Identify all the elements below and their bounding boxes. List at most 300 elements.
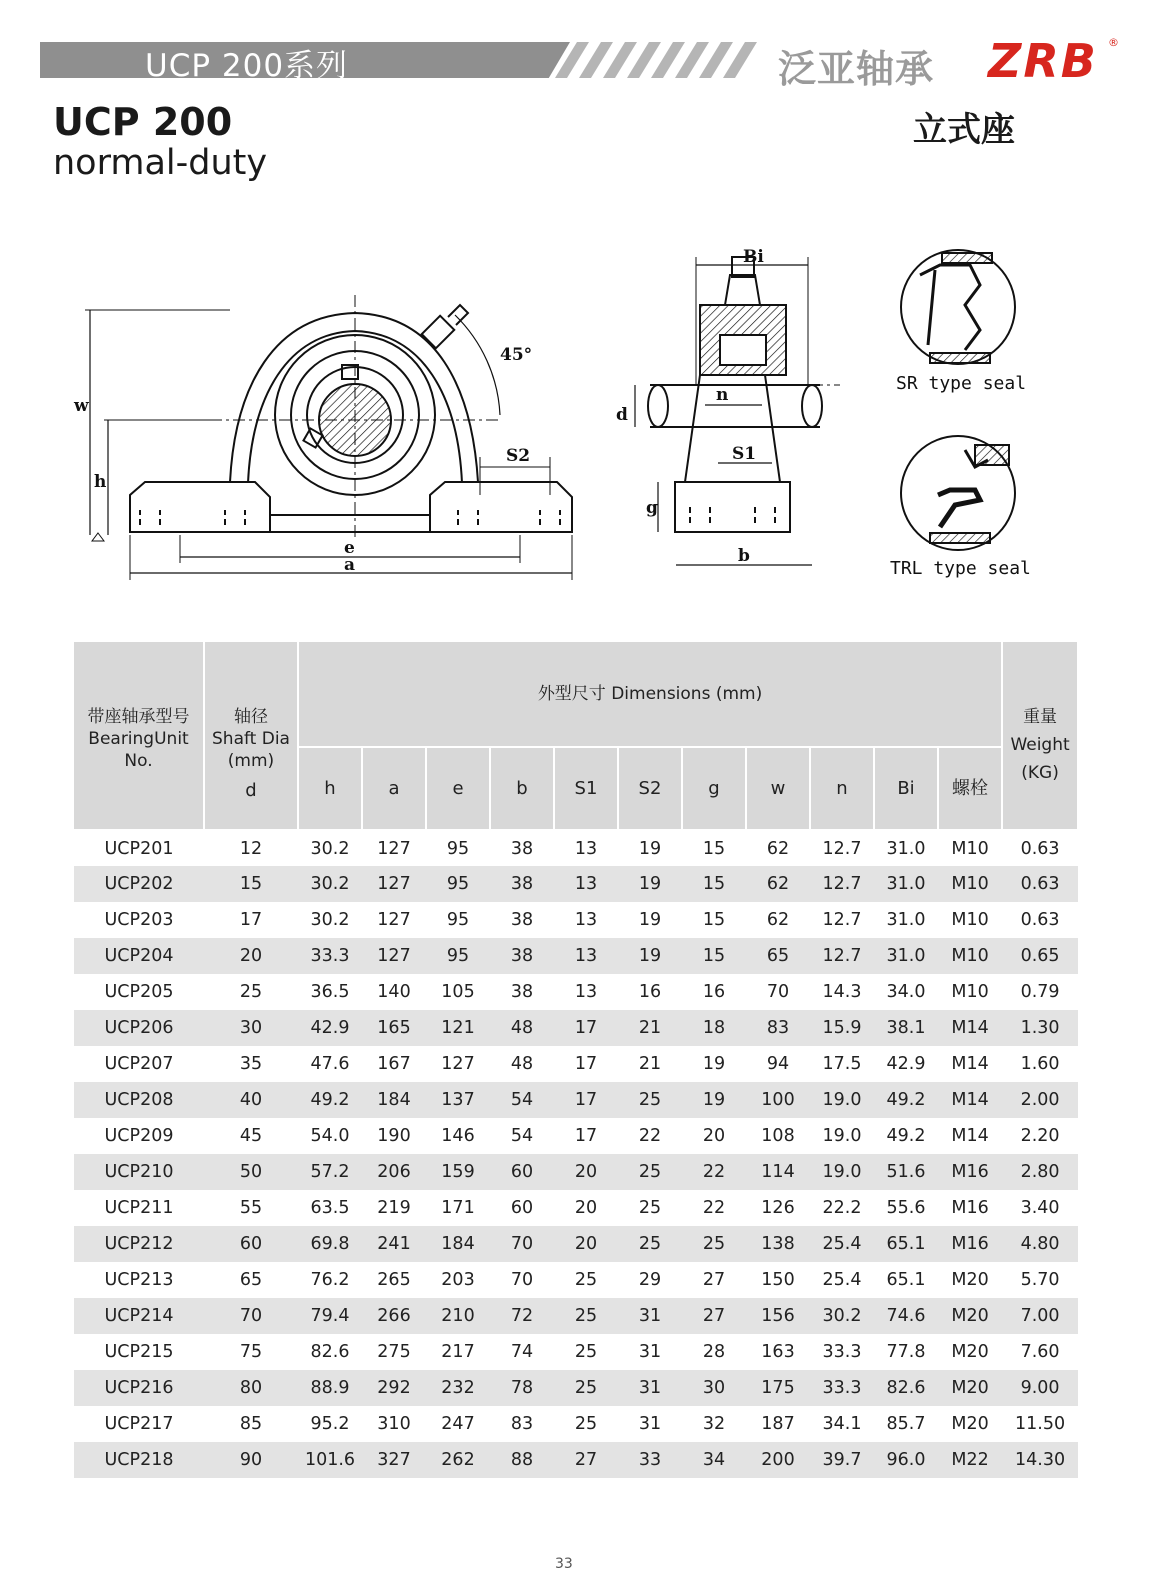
table-cell: 54	[490, 1082, 554, 1118]
table-cell: 0.65	[1002, 938, 1078, 974]
table-row	[74, 1298, 1078, 1334]
table-cell: 262	[426, 1442, 490, 1478]
table-cell: 30.2	[810, 1298, 874, 1334]
table-cell: 85	[239, 1414, 263, 1434]
table-cell: 77.8	[886, 1342, 926, 1362]
table-cell: 51.6	[874, 1154, 938, 1190]
table-cell: 70	[510, 1270, 534, 1290]
table-cell: 35	[239, 1054, 263, 1074]
table-row	[74, 1010, 1078, 1046]
table-cell: 30.2	[310, 910, 350, 930]
table-cell: 105	[441, 982, 475, 1002]
table-cell: 28	[702, 1342, 726, 1362]
model-cell: UCP213	[104, 1270, 174, 1290]
table-body	[74, 830, 1078, 1478]
table-cell: 16	[638, 982, 662, 1002]
table-cell: 25	[618, 1082, 682, 1118]
table-cell: 38	[510, 982, 534, 1002]
table-cell: 33.3	[822, 1342, 862, 1362]
table-cell: 25	[682, 1226, 746, 1262]
table-cell: 20	[204, 938, 298, 974]
table-cell: 25	[574, 1342, 598, 1362]
col-bolt: 螺栓	[938, 747, 1002, 830]
table-cell: 96.0	[874, 1442, 938, 1478]
table-cell: 55.6	[886, 1198, 926, 1218]
table-cell: 247	[441, 1414, 475, 1434]
col-b: b	[490, 747, 554, 830]
table-cell: 101.6	[298, 1442, 362, 1478]
table-cell: 38	[490, 866, 554, 902]
table-cell: 32	[702, 1414, 726, 1434]
header-shaft-en: Shaft Dia	[212, 729, 290, 749]
table-cell: 27	[682, 1298, 746, 1334]
table-cell: M14	[938, 1082, 1002, 1118]
table-cell: 95	[446, 838, 470, 859]
table-cell: 137	[426, 1082, 490, 1118]
col-n: n	[810, 747, 874, 830]
series-title: UCP 200系列	[145, 48, 349, 84]
table-cell: 25	[554, 1298, 618, 1334]
table-cell: 0.79	[1020, 982, 1060, 1002]
table-cell: 20	[554, 1226, 618, 1262]
table-cell: 146	[441, 1126, 475, 1146]
header-shaft-sym: d	[245, 780, 257, 801]
table-cell: M14	[951, 1126, 989, 1146]
table-cell: 138	[746, 1226, 810, 1262]
table-cell: 83	[510, 1414, 534, 1434]
col-g: g	[682, 747, 746, 830]
table-cell: 31	[618, 1370, 682, 1406]
dim-label-b: b	[738, 546, 750, 566]
table-cell: 114	[746, 1154, 810, 1190]
table-row	[74, 1442, 1078, 1478]
dim-label-d: d	[616, 405, 628, 425]
table-cell: 39.7	[810, 1442, 874, 1478]
table-cell: 15	[204, 866, 298, 902]
table-cell: 13	[574, 982, 598, 1002]
header-weight	[1002, 642, 1078, 830]
table-cell: 184	[362, 1082, 426, 1118]
table-cell: 34.0	[886, 982, 926, 1002]
table-row	[74, 1406, 1078, 1442]
table-cell: 19.0	[822, 1126, 862, 1146]
table-cell: 31	[638, 1414, 662, 1434]
table-cell: 62	[766, 838, 790, 859]
housing-type-cn: 立式座	[913, 110, 1015, 150]
table-cell: 121	[426, 1010, 490, 1046]
table-cell: 19	[638, 910, 662, 930]
header-dimensions: 外型尺寸 Dimensions (mm)	[298, 642, 1002, 747]
table-cell: 49.2	[886, 1126, 926, 1146]
table-cell: M16	[951, 1198, 989, 1218]
table-cell: 65.1	[886, 1270, 926, 1290]
table-cell: 30.2	[298, 866, 362, 902]
table-cell: 7.60	[1020, 1342, 1060, 1362]
table-cell: 31	[638, 1342, 662, 1362]
table-cell: 13	[554, 866, 618, 902]
table-cell: 60	[490, 1154, 554, 1190]
table-cell: 17	[574, 1054, 598, 1074]
table-cell: M14	[951, 1054, 989, 1074]
header-model-en: BearingUnit	[88, 729, 189, 749]
table-cell: 127	[441, 1054, 475, 1074]
table-cell: M22	[938, 1442, 1002, 1478]
dim-label-bi: Bi	[743, 247, 764, 267]
table-cell: 150	[761, 1270, 795, 1290]
table-cell: 13	[574, 910, 598, 930]
table-cell: 206	[362, 1154, 426, 1190]
table-cell: 0.63	[1020, 838, 1060, 859]
table-cell: 55	[239, 1198, 263, 1218]
table-row	[74, 1154, 1078, 1190]
table-cell: 27	[554, 1442, 618, 1478]
table-cell: 40	[204, 1082, 298, 1118]
table-cell: 25.4	[810, 1226, 874, 1262]
table-cell: 82.6	[310, 1342, 350, 1362]
table-cell: 65.1	[874, 1226, 938, 1262]
model-cell: UCP215	[104, 1342, 174, 1362]
model-cell: UCP217	[104, 1414, 174, 1434]
table-cell: 19.0	[810, 1154, 874, 1190]
table-cell: 45	[239, 1126, 263, 1146]
table-cell: 69.8	[298, 1226, 362, 1262]
table-cell: 74	[510, 1342, 534, 1362]
dimensions-table	[74, 642, 1079, 1478]
table-cell: 48	[510, 1054, 534, 1074]
table-cell: 163	[761, 1342, 795, 1362]
table-row	[74, 830, 1078, 866]
registered-mark: ®	[1108, 36, 1119, 49]
table-cell: 14.3	[822, 982, 862, 1002]
table-cell: M20	[951, 1270, 989, 1290]
table-cell: 34	[682, 1442, 746, 1478]
header-weight-en: Weight	[1010, 735, 1070, 755]
table-cell: 74.6	[874, 1298, 938, 1334]
table-cell: 25	[638, 1198, 662, 1218]
table-cell: 165	[362, 1010, 426, 1046]
table-cell: 31.0	[874, 866, 938, 902]
table-cell: 72	[490, 1298, 554, 1334]
brand-logo: ZRB	[988, 34, 1098, 88]
page-number: 33	[555, 1556, 573, 1572]
table-cell: 3.40	[1020, 1198, 1060, 1218]
table-cell: 11.50	[1015, 1414, 1066, 1434]
col-s2: S2	[618, 747, 682, 830]
table-row	[74, 1370, 1078, 1406]
table-cell: 19	[638, 838, 662, 859]
table-cell: 327	[362, 1442, 426, 1478]
table-cell: 50	[204, 1154, 298, 1190]
table-row	[74, 1262, 1078, 1298]
table-cell: 95	[446, 910, 470, 930]
table-cell: 108	[761, 1126, 795, 1146]
model-cell: UCP208	[74, 1082, 204, 1118]
table-cell: 127	[362, 938, 426, 974]
table-cell: 19	[618, 938, 682, 974]
table-cell: 1.60	[1020, 1054, 1060, 1074]
table-cell: 127	[377, 910, 411, 930]
table-cell: 12.7	[810, 866, 874, 902]
table-cell: 175	[746, 1370, 810, 1406]
table-cell: 31	[618, 1298, 682, 1334]
table-cell: 266	[362, 1298, 426, 1334]
table-row	[74, 1046, 1078, 1082]
table-cell: 38	[510, 910, 534, 930]
table-cell: 241	[362, 1226, 426, 1262]
table-cell: 190	[377, 1126, 411, 1146]
table-cell: 42.9	[886, 1054, 926, 1074]
table-cell: 2.80	[1002, 1154, 1078, 1190]
header-model	[74, 642, 204, 830]
table-cell: 31.0	[886, 910, 926, 930]
table-cell: 16	[702, 982, 726, 1002]
table-cell: 38	[510, 838, 534, 859]
table-cell: 38.1	[874, 1010, 938, 1046]
table-cell: 1.30	[1002, 1010, 1078, 1046]
dim-label-angle: 45°	[500, 345, 533, 365]
table-cell: 65	[746, 938, 810, 974]
table-cell: 127	[362, 866, 426, 902]
table-cell: 19	[682, 1082, 746, 1118]
table-cell: 22	[702, 1198, 726, 1218]
duty-subtitle: normal-duty	[53, 143, 268, 183]
table-cell: 47.6	[310, 1054, 350, 1074]
table-cell: 62	[766, 910, 790, 930]
table-row	[74, 974, 1078, 1010]
table-cell: 17	[554, 1010, 618, 1046]
dim-label-e: e	[344, 538, 355, 558]
table-cell: 13	[554, 938, 618, 974]
table-cell: 48	[490, 1010, 554, 1046]
table-cell: 17.5	[822, 1054, 862, 1074]
table-cell: 140	[377, 982, 411, 1002]
table-cell: 70	[204, 1298, 298, 1334]
dim-label-s1: S1	[732, 444, 757, 464]
table-cell: 126	[761, 1198, 795, 1218]
table-row	[74, 1118, 1078, 1154]
table-cell: 18	[682, 1010, 746, 1046]
table-cell: 232	[426, 1370, 490, 1406]
table-cell: 5.70	[1020, 1270, 1060, 1290]
stripe-decoration	[555, 42, 770, 78]
table-cell: 63.5	[310, 1198, 350, 1218]
table-cell: 167	[377, 1054, 411, 1074]
table-cell: 217	[441, 1342, 475, 1362]
header-model-no: No.	[124, 751, 153, 771]
table-cell: 127	[377, 838, 411, 859]
table-cell: 210	[426, 1298, 490, 1334]
table-cell: 22	[638, 1126, 662, 1146]
table-cell: 12	[239, 838, 263, 859]
table-cell: 0.63	[1002, 866, 1078, 902]
table-cell: 88.9	[298, 1370, 362, 1406]
table-cell: 21	[638, 1054, 662, 1074]
dim-label-w: w	[74, 396, 89, 416]
model-cell: UCP205	[104, 982, 174, 1002]
table-cell: 95.2	[310, 1414, 350, 1434]
table-cell: 14.30	[1002, 1442, 1078, 1478]
table-cell: 70	[490, 1226, 554, 1262]
header-weight-cn: 重量	[1023, 707, 1058, 727]
table-cell: 82.6	[874, 1370, 938, 1406]
table-cell: 159	[426, 1154, 490, 1190]
table-cell: 100	[746, 1082, 810, 1118]
brand-name-cn: 泛亚轴承	[778, 47, 935, 91]
table-cell: 57.2	[298, 1154, 362, 1190]
table-cell: 83	[746, 1010, 810, 1046]
table-cell: M10	[951, 982, 989, 1002]
table-cell: 25	[618, 1154, 682, 1190]
header-weight-unit: (KG)	[1021, 763, 1059, 783]
table-cell: 88	[490, 1442, 554, 1478]
table-cell: 25	[239, 982, 263, 1002]
col-a: a	[362, 747, 426, 830]
table-cell: 17	[239, 910, 263, 930]
model-cell: UCP206	[74, 1010, 204, 1046]
model-cell: UCP216	[74, 1370, 204, 1406]
table-cell: 275	[377, 1342, 411, 1362]
dim-label-h: h	[94, 472, 107, 492]
table-row	[74, 1226, 1078, 1262]
table-cell: 54.0	[310, 1126, 350, 1146]
model-cell: UCP207	[104, 1054, 174, 1074]
table-cell: M20	[951, 1414, 989, 1434]
dim-label-g: g	[646, 498, 658, 518]
table-cell: M10	[938, 938, 1002, 974]
table-cell: 292	[362, 1370, 426, 1406]
table-cell: 20	[554, 1154, 618, 1190]
table-row	[74, 902, 1078, 938]
table-cell: 17	[554, 1082, 618, 1118]
table-cell: 187	[761, 1414, 795, 1434]
table-cell: 60	[510, 1198, 534, 1218]
table-cell: 27	[702, 1270, 726, 1290]
table-cell: 219	[377, 1198, 411, 1218]
table-cell: 19	[702, 1054, 726, 1074]
model-cell: UCP202	[74, 866, 204, 902]
dim-label-s2: S2	[506, 446, 531, 466]
table-cell: 20	[702, 1126, 726, 1146]
table-cell: 13	[574, 838, 598, 859]
model-title: UCP 200	[53, 100, 233, 144]
table-cell: 12.7	[822, 838, 862, 859]
header-shaft	[204, 642, 298, 830]
table-cell: M10	[938, 866, 1002, 902]
header-shaft-cn: 轴径	[234, 707, 268, 727]
table-cell: 30	[204, 1010, 298, 1046]
table-cell: 29	[638, 1270, 662, 1290]
table-cell: 265	[377, 1270, 411, 1290]
col-e: e	[426, 747, 490, 830]
table-cell: 54	[510, 1126, 534, 1146]
table-cell: 15.9	[810, 1010, 874, 1046]
table-cell: 200	[746, 1442, 810, 1478]
table-cell: 21	[618, 1010, 682, 1046]
table-cell: 34.1	[822, 1414, 862, 1434]
pillow-block-drawing	[60, 235, 1080, 595]
table-cell: 42.9	[298, 1010, 362, 1046]
model-cell: UCP218	[74, 1442, 204, 1478]
table-row	[74, 1082, 1078, 1118]
table-cell: 156	[746, 1298, 810, 1334]
table-cell: 2.20	[1020, 1126, 1060, 1146]
col-h: h	[298, 747, 362, 830]
model-cell: UCP214	[74, 1298, 204, 1334]
dim-label-n: n	[716, 385, 729, 405]
trl-seal-label: TRL type seal	[890, 558, 1031, 579]
model-cell: UCP212	[74, 1226, 204, 1262]
table-cell: 19	[618, 866, 682, 902]
table-cell: 171	[441, 1198, 475, 1218]
table-cell: 15	[702, 838, 726, 859]
table-cell: M20	[951, 1342, 989, 1362]
table-cell: 203	[441, 1270, 475, 1290]
table-cell: 33.3	[810, 1370, 874, 1406]
table-cell: 17	[574, 1126, 598, 1146]
table-cell: 90	[204, 1442, 298, 1478]
table-cell: 31.0	[874, 938, 938, 974]
table-cell: 22.2	[822, 1198, 862, 1218]
col-s1: S1	[554, 747, 618, 830]
table-row	[74, 1190, 1078, 1226]
col-w: w	[746, 747, 810, 830]
table-cell: 12.7	[822, 910, 862, 930]
table-cell: 94	[766, 1054, 790, 1074]
table-cell: 310	[377, 1414, 411, 1434]
table-cell: 49.2	[874, 1082, 938, 1118]
table-cell: M16	[938, 1226, 1002, 1262]
model-cell: UCP204	[74, 938, 204, 974]
header-shaft-unit: (mm)	[227, 751, 275, 771]
table-cell: 25	[554, 1370, 618, 1406]
table-cell: 33	[618, 1442, 682, 1478]
table-cell: 7.00	[1002, 1298, 1078, 1334]
table-cell: 0.63	[1020, 910, 1060, 930]
table-cell: M20	[938, 1370, 1002, 1406]
table-row	[74, 938, 1078, 974]
table-cell: 15	[702, 910, 726, 930]
table-cell: 25	[574, 1270, 598, 1290]
table-cell: 12.7	[810, 938, 874, 974]
table-cell: 2.00	[1002, 1082, 1078, 1118]
table-cell: 95	[426, 938, 490, 974]
table-row	[74, 1334, 1078, 1370]
table-row	[74, 866, 1078, 902]
table-cell: 15	[682, 866, 746, 902]
header-model-cn: 带座轴承型号	[87, 707, 190, 727]
table-cell: 9.00	[1002, 1370, 1078, 1406]
table-cell: 60	[204, 1226, 298, 1262]
table-cell: 33.3	[298, 938, 362, 974]
dim-label-a: a	[344, 555, 356, 575]
model-cell: UCP211	[104, 1198, 174, 1218]
model-cell: UCP201	[104, 838, 174, 859]
table-cell: 70	[766, 982, 790, 1002]
sr-seal-label: SR type seal	[896, 373, 1027, 394]
table-cell: M10	[951, 910, 989, 930]
table-cell: 80	[204, 1370, 298, 1406]
table-cell: M16	[938, 1154, 1002, 1190]
table-cell: 65	[239, 1270, 263, 1290]
table-cell: 79.4	[298, 1298, 362, 1334]
table-cell: 25	[574, 1414, 598, 1434]
table-cell: 31.0	[886, 838, 926, 859]
table-cell: 25	[618, 1226, 682, 1262]
model-cell: UCP210	[74, 1154, 204, 1190]
table-cell: M14	[938, 1010, 1002, 1046]
table-cell: 62	[746, 866, 810, 902]
table-cell: 49.2	[298, 1082, 362, 1118]
